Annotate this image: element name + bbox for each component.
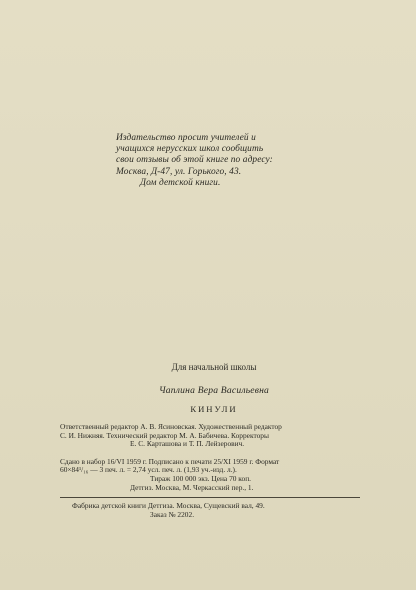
print-line: Детгиз. Москва, М. Черкасский пер., 1. — [130, 482, 254, 492]
notice-line: Москва, Д-47, ул. Горького, 43. — [116, 166, 242, 177]
colophon — [60, 362, 360, 519]
print-line: Сдано в набор 16/VI 1959 г. Подписано к печати 25/XI 1959 г. Формат — [60, 456, 280, 466]
notice-line: Дом детской книги. — [140, 177, 221, 188]
series-label: Для начальной школы — [171, 362, 257, 372]
editors-line: Е. С. Карташова и Т. П. Лейзерович. — [130, 439, 245, 449]
print-details-block — [60, 458, 360, 492]
publisher-notice — [116, 133, 296, 189]
factory-line: Заказ № 2202. — [150, 509, 195, 519]
book-title: КИНУЛИ — [190, 404, 238, 414]
print-line: 60×84¹/₁₆ — 3 печ. л. = 2,74 усл. печ. л. (1,93 уч.-изд. л.). — [60, 465, 237, 475]
author-name: Чаплина Вера Васильевна — [158, 385, 270, 396]
notice-line: свои отзывы об этой книге по адресу: — [116, 155, 273, 166]
editors-block — [60, 423, 360, 449]
editors-line: Ответственный редактор А. В. Ясиновская. Художественный редактор — [60, 422, 282, 431]
factory-block — [60, 502, 360, 519]
notice-line: Издательство просит учителей и — [116, 133, 256, 143]
notice-line: учащихся нерусских школ сообщить — [116, 144, 264, 155]
print-line: Тираж 100 000 экз. Цена 70 коп. — [150, 473, 252, 483]
divider — [60, 497, 360, 498]
factory-line: Фабрика детской книги Детгиза. Москва, Сущевский вал, 49. — [72, 501, 265, 511]
editors-line: С. И. Нижняя. Технический редактор М. А. Бабичева. Корректоры — [60, 430, 269, 440]
